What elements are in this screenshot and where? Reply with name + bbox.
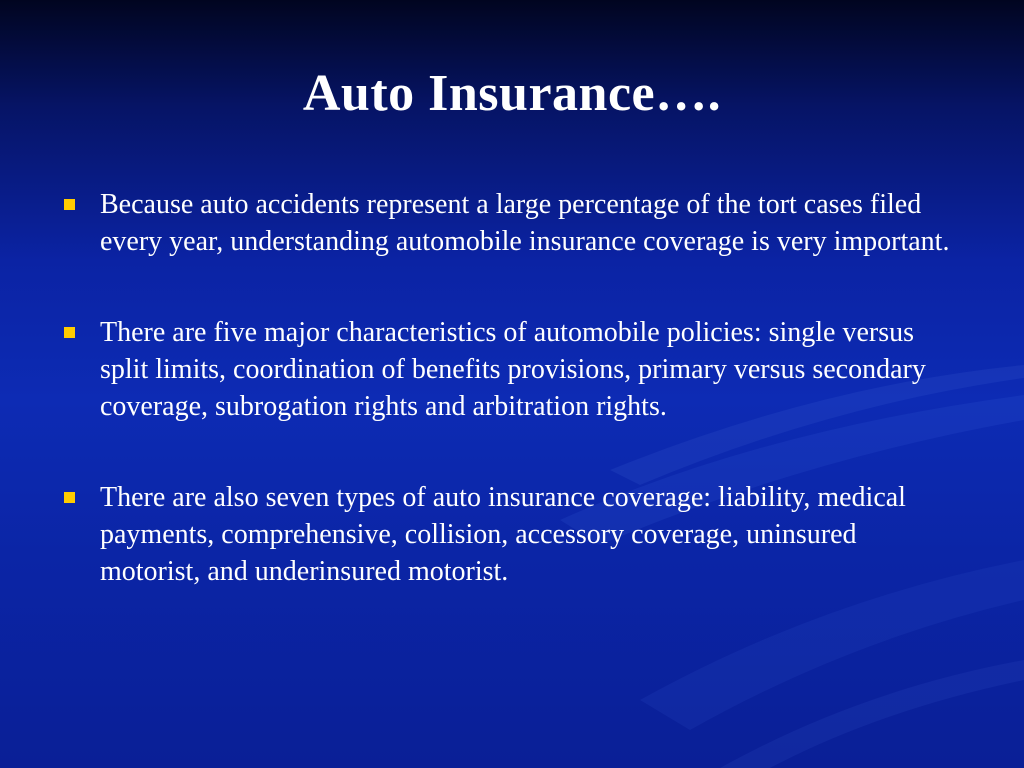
bullet-text: There are five major characteristics of automobile policies: single versus split limits, coordination of benefits provisions, primary versus secondary coverage, subrogation rights and arbitration rights. [100, 317, 926, 422]
square-bullet-icon [64, 327, 75, 338]
slide-title: Auto Insurance…. [302, 65, 722, 122]
bullet-item [60, 314, 960, 425]
square-bullet-icon [64, 492, 75, 503]
square-bullet-icon [64, 199, 75, 210]
bullet-text: There are also seven types of auto insurance coverage: liability, medical payments, comprehensive, collision, accessory coverage, uninsured motorist, and underinsured motorist. [100, 482, 906, 587]
bullet-item [60, 479, 960, 590]
bullet-text: Because auto accidents represent a large percentage of the tort cases filed every year, understanding automobile insurance coverage is very important. [100, 189, 950, 257]
bullet-list [60, 186, 960, 590]
bullet-item [60, 186, 960, 260]
